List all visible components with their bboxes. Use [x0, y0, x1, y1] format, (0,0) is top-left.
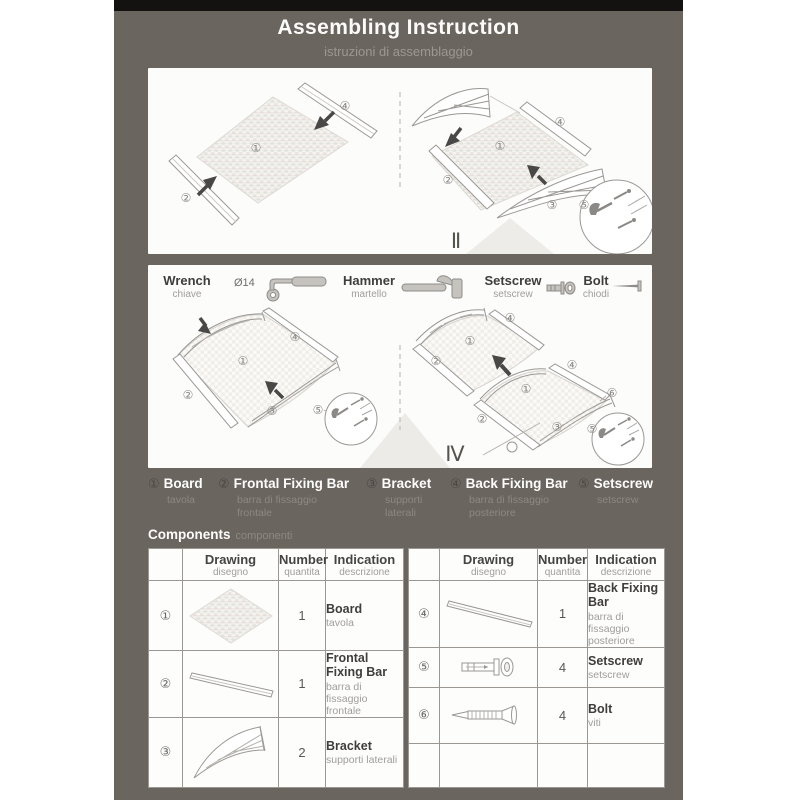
part-number-badge: ④	[450, 477, 462, 492]
part-label-3: ③	[546, 198, 558, 212]
part-label-2: ②	[180, 191, 192, 205]
board-drawing	[186, 585, 276, 647]
table-row-empty	[409, 743, 665, 787]
bracket-drawing	[186, 720, 276, 784]
part-label-3: ③	[551, 420, 563, 434]
part-label-3: ③	[266, 404, 278, 418]
step-2-numeral: Ⅱ	[450, 229, 462, 253]
part-label-2: ②	[442, 173, 454, 187]
part-label-4: ④	[504, 311, 516, 325]
part-number: ⑥	[418, 708, 430, 724]
part-label-1: ①	[237, 354, 249, 368]
assembly-panel-steps-3-4	[148, 265, 652, 468]
detail-circle-setscrew	[580, 180, 652, 254]
table-row-bolt: ⑥ 4 Bolt viti	[409, 687, 665, 743]
wrench-icon	[264, 273, 334, 303]
part-label-1: ①	[250, 141, 262, 155]
table-row-bracket: ③ 2 Bracket supporti laterali	[149, 717, 404, 787]
setscrew-icon	[545, 277, 577, 299]
part-quantity: 2	[279, 717, 326, 787]
table-row-setscrew: ⑤ 4 Setscrew setscrew	[409, 647, 665, 687]
legend-item-bracket: ③ Bracket supporti laterali	[366, 476, 432, 519]
tool-wrench: Wrench chiave	[163, 273, 211, 300]
page-subtitle: istruzioni di assemblaggio	[324, 44, 473, 59]
part-number-badge: ②	[218, 477, 230, 492]
page-top-shadow	[114, 0, 683, 11]
assembly-diagram-steps-3-4	[148, 305, 652, 468]
frontal-bar-drawing	[186, 664, 276, 704]
part-label-4: ④	[554, 115, 566, 129]
board-drawing	[197, 97, 348, 203]
legend-item-board: ① Board tavola	[148, 476, 203, 507]
part-quantity: 4	[538, 647, 588, 687]
back-bar-drawing	[443, 594, 535, 634]
watermark-diamond	[466, 218, 554, 254]
components-heading: Components componenti	[148, 527, 293, 542]
title-block	[114, 16, 683, 59]
part-number: ④	[418, 606, 430, 622]
legend-item-setscrew: ⑤ Setscrew setscrew	[578, 476, 653, 507]
part-number: ②	[159, 676, 172, 692]
part-label-5: ⑤	[312, 403, 324, 417]
hammer-icon	[400, 271, 470, 303]
part-number: ③	[159, 745, 172, 761]
legend-item-frontal-fixing-bar: ② Frontal Fixing Bar barra di fissaggio frontale	[218, 476, 350, 519]
legend-item-back-fixing-bar: ④ Back Fixing Bar barra di fissaggio posteriore	[450, 476, 568, 519]
part-label-2: ②	[476, 412, 488, 426]
screw-drawing	[448, 703, 530, 727]
part-label-4: ④	[289, 330, 301, 344]
instruction-sheet	[114, 0, 683, 800]
tool-hammer: Hammer martello	[342, 273, 396, 300]
table-header-row: Drawing disegno Number quantita Indication descrizione	[149, 549, 404, 581]
tool-setscrew: Setscrew setscrew	[484, 273, 542, 300]
part-number: ⑤	[418, 660, 430, 676]
components-table-left	[148, 548, 404, 788]
part-label-2: ②	[430, 354, 442, 368]
part-label-5: ⑤	[586, 422, 598, 436]
part-label-4: ④	[339, 99, 351, 113]
tools-row	[148, 268, 652, 310]
screw-hole-callout	[507, 442, 517, 452]
part-label-2: ②	[182, 388, 194, 402]
tool-bolt: Bolt chiodi	[582, 273, 610, 300]
part-quantity: 1	[538, 581, 588, 648]
table-header-row: Drawing disegno Number quantita Indication descrizione	[409, 549, 665, 581]
assembly-panel-steps-1-2	[148, 68, 652, 254]
detail-circle-hammer	[325, 393, 377, 445]
part-label-1: ①	[464, 334, 476, 348]
part-label-1: ①	[494, 139, 506, 153]
table-row-back-fixing-bar: ④ 1 Back Fixing Bar barra di fissaggio posteriore	[409, 581, 665, 648]
detail-circle-hammer	[592, 413, 644, 465]
nail-icon	[610, 276, 650, 296]
part-quantity: 1	[279, 581, 326, 651]
table-row-board: ① 1 Board tavola	[149, 581, 404, 651]
part-label-6: ⑥	[606, 386, 618, 400]
setscrew-drawing	[454, 653, 524, 681]
wrench-size-note: Ø14	[234, 277, 255, 289]
components-table-right	[408, 548, 665, 788]
assembly-diagram-steps-1-2	[148, 68, 652, 254]
page-title: Assembling Instruction	[277, 16, 520, 39]
step-4-numeral: Ⅳ	[445, 442, 465, 466]
part-number: ①	[159, 608, 172, 624]
part-number-badge: ③	[366, 477, 378, 492]
part-label-1: ①	[520, 382, 532, 396]
part-label-4: ④	[566, 358, 578, 372]
part-quantity: 4	[538, 687, 588, 743]
parts-legend	[148, 474, 656, 519]
part-number-badge: ⑤	[578, 477, 590, 492]
part-label-5: ⑤	[578, 198, 590, 212]
table-row-frontal-fixing-bar: ② 1 Frontal Fixing Bar barra di fissaggio frontale	[149, 651, 404, 718]
part-number-badge: ①	[148, 477, 160, 492]
part-quantity: 1	[279, 651, 326, 718]
